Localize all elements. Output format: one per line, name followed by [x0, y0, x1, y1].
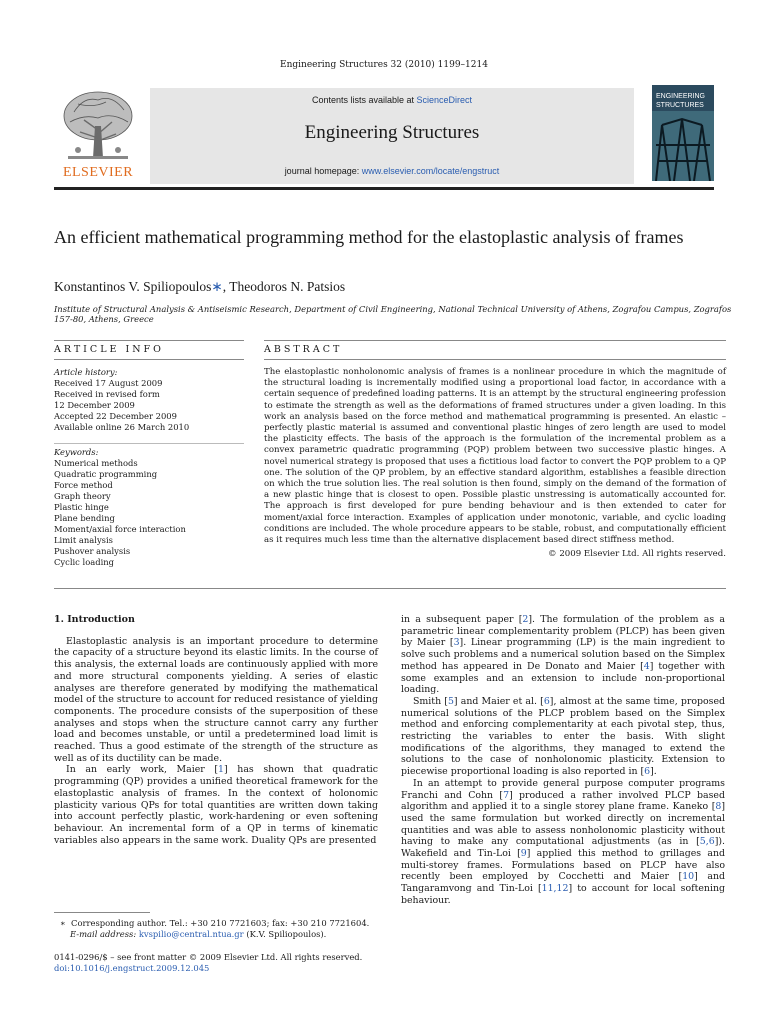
- text-run: ]. The formulation of the problem as a parametric linear complementarity problem (PLCP) has been given by Maier [: [401, 614, 725, 649]
- citation-link[interactable]: 9: [520, 848, 527, 860]
- footnote-mark: ∗: [60, 918, 66, 928]
- history-item: Available online 26 March 2010: [54, 422, 190, 432]
- abstract-heading: ABSTRACT: [264, 344, 343, 355]
- text-run: ] applied this method to grillages and multi-storey frames. Formulations based on PLCP have also recently been employed by Cocchetti and Maier [: [401, 848, 725, 883]
- history-item: Received in revised form: [54, 389, 160, 399]
- journal-name: Engineering Structures: [304, 122, 480, 143]
- article-info-heading-rule: [54, 359, 244, 360]
- citation-link[interactable]: 10: [682, 871, 695, 883]
- sciencedirect-link[interactable]: ScienceDirect: [416, 95, 473, 105]
- citation-link[interactable]: 5,6: [699, 836, 715, 848]
- contents-prefix: Contents lists available at: [311, 95, 417, 105]
- abstract-top-rule: [264, 340, 726, 341]
- keyword: Graph theory: [54, 491, 111, 501]
- footnote-text: Corresponding author. Tel.: +30 210 7721603; fax: +30 210 7721604.: [71, 918, 370, 928]
- text-run: ]). Wakefield and Tin-Loi [: [401, 836, 725, 860]
- text-run: In an attempt to provide general purpose computer programs Franchi and Cohn [: [401, 777, 725, 801]
- intro-paragraph-2: [54, 764, 378, 846]
- intro-paragraph-3: [401, 614, 725, 696]
- text-run: ].: [650, 766, 657, 778]
- citation-link[interactable]: 5: [447, 695, 454, 707]
- text-run: ] produced a rather involved PLCP based algorithm and applied it to a single storey plane frame. Kaneko [: [401, 789, 725, 813]
- citation-link[interactable]: 11,12: [541, 883, 569, 895]
- corresponding-author-mark[interactable]: ∗: [211, 279, 223, 294]
- elsevier-wordmark: ELSEVIER: [62, 165, 134, 180]
- footnote: [60, 918, 380, 940]
- citation-link[interactable]: 4: [643, 660, 650, 672]
- doi-link[interactable]: doi:10.1016/j.engstruct.2009.12.045: [54, 963, 210, 973]
- keywords-rule: [54, 443, 244, 444]
- keyword: Plastic hinge: [54, 502, 109, 512]
- right-column: [401, 614, 725, 907]
- text-run: In an early work, Maier [: [66, 764, 219, 776]
- intro-paragraph-4: [401, 696, 725, 778]
- keywords-label: Keywords:: [54, 447, 99, 457]
- abstract-bottom-rule: [54, 588, 726, 589]
- author-1: Konstantinos V. Spiliopoulos: [54, 279, 212, 294]
- citation-link[interactable]: 2: [522, 614, 529, 625]
- footnote-corresponding: [60, 918, 380, 929]
- text-run: ]. Linear programming (LP) is the main ingredient to solve such problems and a numerical solution based on the Simplex method has appeared in De Donato and Maier [: [401, 637, 726, 672]
- bottom-info: [54, 952, 384, 974]
- keyword: Pushover analysis: [54, 546, 131, 556]
- intro-paragraph-1: Elastoplastic analysis is an important procedure to determine the capacity of a structure beyond its elastic limits. In the course of this analysis, the external loads are continuously applied with more and more structural components yielding. A series of elastic analyses are therefore generated by modifying the mathematical model of the structure to account for reduced resistance of yielding components. The procedure consists of the superposition of these analyses and stops when the structure cannot carry any further load and becomes unstable, or until a predetermined load limit is reached. Thus a good estimate of the strength of the structure as well as of its ductility can be made.: [54, 635, 378, 764]
- contents-line: [150, 95, 634, 105]
- cover-title-line1: ENGINEERING: [656, 93, 706, 100]
- article-title: An efficient mathematical programming method for the elastoplastic analysis of frames: [54, 227, 684, 247]
- abstract-block: [264, 367, 726, 560]
- keyword: Limit analysis: [54, 535, 113, 545]
- footnote-email-line: [60, 929, 380, 940]
- footnote-rule: [54, 912, 150, 913]
- text-run: ] to account for local softening behaviour.: [401, 883, 725, 906]
- homepage-link[interactable]: www.elsevier.com/locate/engstruct: [361, 166, 500, 176]
- keyword: Force method: [54, 480, 113, 490]
- keywords: [54, 447, 244, 568]
- history-item: 12 December 2009: [54, 400, 135, 410]
- cover-title-line2: STRUCTURES: [656, 102, 704, 109]
- article-info-top-rule: [54, 340, 244, 341]
- text-run: ], almost at the same time, proposed numerical solutions of the PLCP problem based on the Simplex method and enforcing complementarity at each pivotal step, thus, restricting the variables to enter the basis. With slight modifications of the algorithms, they managed to extend the solutions to the case of nonholonomic plasticity. Extension to piecewise proportional loading is also reported in [: [401, 695, 725, 778]
- abstract-heading-rule: [264, 359, 726, 360]
- text-run: ] together with some examples and an extension to include non-proportional loading.: [401, 660, 726, 696]
- header-rule: [54, 187, 714, 190]
- citation-link[interactable]: 1: [218, 764, 225, 776]
- text-run: ] and Tangaramvong and Tin-Loi [: [401, 871, 725, 895]
- text-run: ] used the same formulation but worked directly on incremental quantities and was able to assess nonholonomic plasticity without having to make any computational adjustments (as in [: [401, 801, 725, 848]
- author-2: , Theodoros N. Patsios: [222, 279, 346, 294]
- article-history: [54, 367, 244, 433]
- text-run: ] has shown that quadratic programming (QP) provides a unified theoretical framework for the elastoplastic analysis of frames. In the context of holonomic plasticity various QPs for total quantities are written down taking into account perfectly plastic, work-hardening or even softening behaviour. An incremental form of a QP in terms of kinematic variables also appears in the same work. Duality QPs are presented: [54, 764, 379, 846]
- email-suffix: (K.V. Spiliopoulos).: [243, 929, 327, 939]
- citation-link[interactable]: 8: [715, 801, 722, 813]
- text-run: ] and Maier et al. [: [453, 695, 544, 707]
- keyword: Moment/axial force interaction: [54, 524, 186, 534]
- introduction-heading: 1. Introduction: [54, 614, 135, 625]
- affiliation: Institute of Structural Analysis & Antiseismic Research, Department of Civil Engineering, National Technical University of Athens, Zografou Campus, Zografos 157-80, Athens, Greece: [54, 304, 732, 324]
- keyword: Numerical methods: [54, 458, 138, 468]
- citation-link[interactable]: 6: [543, 695, 550, 707]
- history-item: Received 17 August 2009: [54, 378, 163, 388]
- history-item: Accepted 22 December 2009: [54, 411, 177, 421]
- keyword: Cyclic loading: [54, 557, 115, 567]
- keyword: Plane bending: [54, 513, 115, 523]
- text-run: Smith [: [413, 695, 448, 707]
- cover-title: [656, 92, 712, 110]
- homepage-prefix: journal homepage:: [284, 166, 362, 176]
- left-column: [54, 614, 378, 846]
- keyword: Quadratic programming: [54, 469, 158, 479]
- issn-line: 0141-0296/$ – see front matter © 2009 Elsevier Ltd. All rights reserved.: [54, 952, 363, 962]
- journal-reference: Engineering Structures 32 (2010) 1199–1214: [280, 60, 488, 70]
- history-label: Article history:: [54, 367, 118, 377]
- abstract-copyright: © 2009 Elsevier Ltd. All rights reserved.: [548, 549, 726, 560]
- authors: [54, 279, 345, 295]
- citation-link[interactable]: 3: [453, 637, 460, 649]
- article-info-heading: ARTICLE INFO: [54, 344, 164, 355]
- citation-link[interactable]: 6: [644, 766, 651, 778]
- abstract-text: The elastoplastic nonholonomic analysis of frames is a nonlinear procedure in which the magnitude of the structural loading is incrementally modified using a proportional load factor, in accordance with a certain sequence of predefined loading patterns. It is an attempt by the structural engineering profession to estimate the strength as well as the deformations of framed structures under a given loading. In this work an analysis based on the force method and mathematical programming is presented. An elastic –perfectly plastic material is assumed and conventional plastic hinges of zero length are used to model the plasticity effects. The basis of the approach is the formulation of the incremental problem as a convex parametric quadratic programming (PQP) problem between two successive plastic hinges. A novel numerical strategy is proposed that uses a fictitious load factor to convert the PQP problem to a QP one. The solution of the QP problem, by an effective standard algorithm, establishes a feasible direction on which the true solution lies. The real solution is then found, simply on the demand of the formation of a new plastic hinge that is closest to open. Possible plastic unstressing is automatically accounted for. The approach is first developed for pure bending behaviour and is then extended to cater for moment/axial force interaction. Examples of application under monotonic, variable, and cyclic loading conditions are included. The whole procedure appears to be stable, robust, and computationally efficient as it requires much less time than the alternative displacement based direct stiffness method.: [264, 367, 726, 546]
- email-label: E-mail address:: [70, 929, 139, 939]
- intro-paragraph-5: [401, 778, 725, 907]
- text-run: in a subsequent paper [: [401, 614, 523, 625]
- journal-homepage: [150, 166, 634, 176]
- email-link[interactable]: kvspilio@central.ntua.gr: [138, 929, 244, 939]
- citation-link[interactable]: 7: [503, 789, 510, 801]
